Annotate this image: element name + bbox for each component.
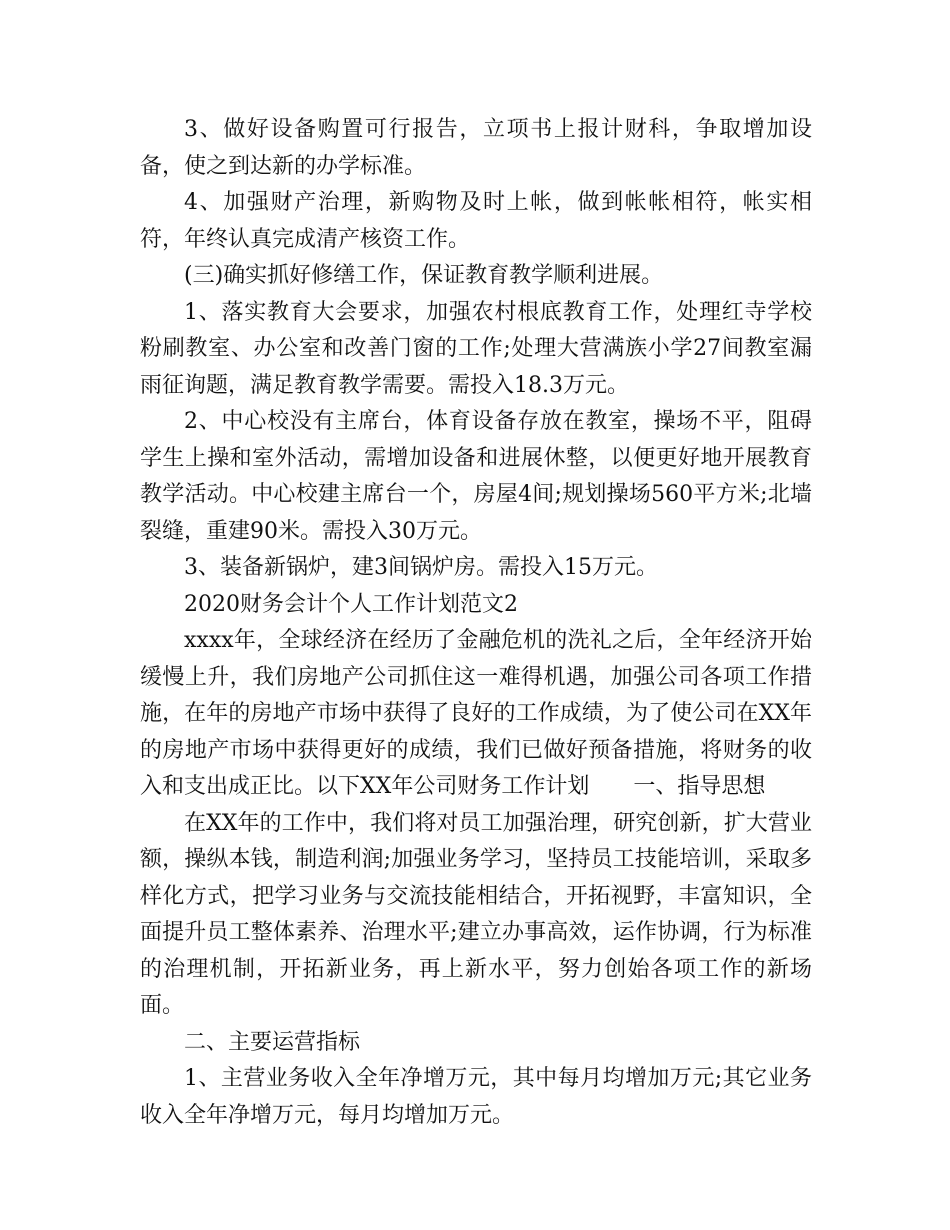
paragraph-central-school: 2、中心校没有主席台，体育设备存放在教室，操场不平，阻碍学生上操和室外活动，需增加设备和进展休整，以便更好地开展教育教学活动。中心校建主席台一个，房屋4间;规划操场560平方米;北墙裂缝，重建90米。需投入30万元。 bbox=[140, 409, 812, 544]
paragraph-economy-intro: xxxx年，全球经济在经历了金融危机的洗礼之后，全年经济开始缓慢上升，我们房地产公司抓住这一难得机遇，加强公司各项工作措施，在年的房地产市场中获得了良好的工作成绩，为了使公司在XX年的房地产市场中获得更好的成绩，我们已做好预备措施，将财务的收入和支出成正比。以下XX年公司财务工作计划 一、指导思想 bbox=[140, 628, 812, 799]
paragraph-property-management: 4、加强财产治理，新购物及时上帐，做到帐帐相符，帐实相符，年终认真完成清产核资工作。 bbox=[140, 190, 812, 252]
paragraph-rural-education: 1、落实教育大会要求，加强农村根底教育工作，处理红寺学校粉刷教室、办公室和改善门窗的工作;处理大营满族小学27间教室漏雨征询题，满足教育教学需要。需投入18.3万元。 bbox=[140, 299, 812, 398]
article-title-2: 2020财务会计个人工作计划范文2 bbox=[184, 591, 518, 617]
document-page bbox=[140, 112, 812, 1134]
paragraph-guiding-ideas: 在XX年的工作中，我们将对员工加强治理，研究创新，扩大营业额，操纵本钱，制造利润;加强业务学习，坚持员工技能培训，采取多样化方式，把学习业务与交流技能相结合，开拓视野，丰富知识，全面提升员工整体素养、治理水平;建立办事高效，运作协调，行为标准的治理机制，开拓新业务，再上新水平，努力创始各项工作的新场面。 bbox=[140, 810, 812, 1018]
paragraph-revenue-targets: 1、主营业务收入全年净增万元，其中每月均增加万元;其它业务收入全年净增万元，每月均增加万元。 bbox=[140, 1066, 812, 1128]
section-heading-operating-indicators: 二、主要运营指标 bbox=[184, 1029, 361, 1055]
paragraph-boiler: 3、装备新锅炉，建3间锅炉房。需投入15万元。 bbox=[184, 555, 658, 580]
section-heading-repair-work: (三)确实抓好修缮工作，保证教育教学顺利进展。 bbox=[184, 263, 664, 288]
paragraph-equipment-report: 3、做好设备购置可行报告，立项书上报计财科，争取增加设备，使之到达新的办学标准。 bbox=[140, 117, 812, 179]
